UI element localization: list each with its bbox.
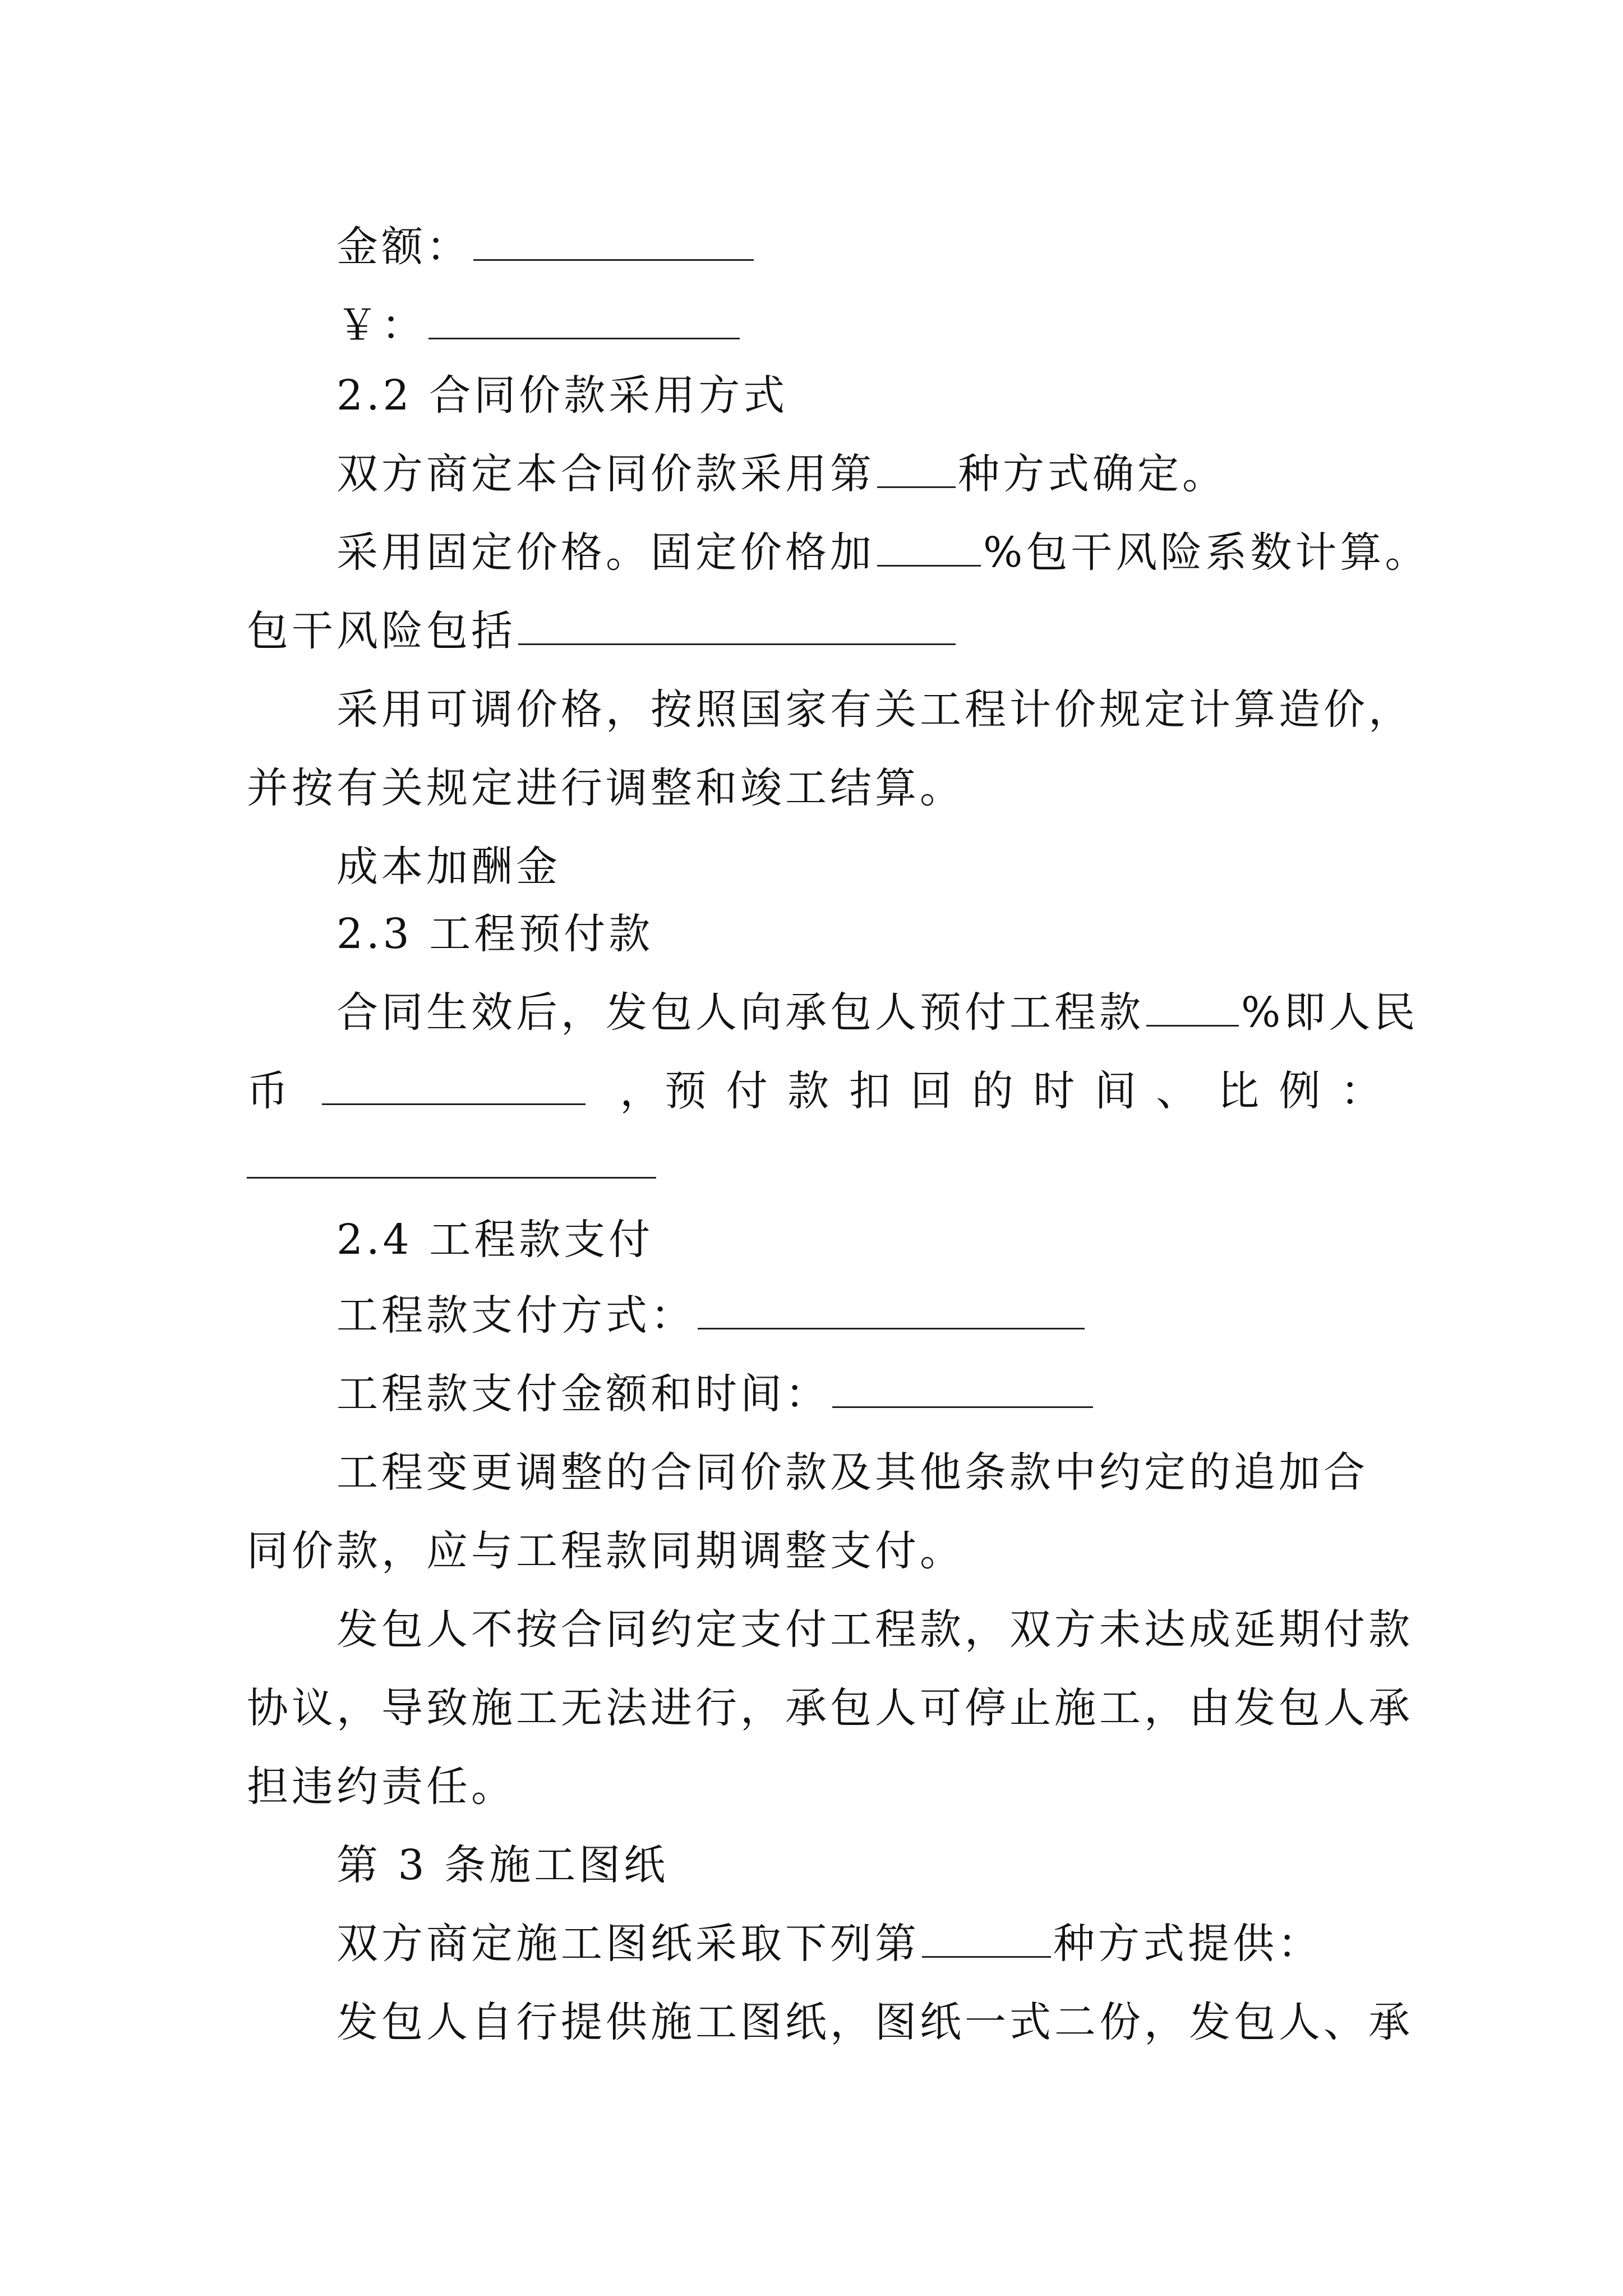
default-line-2: 协议，导致施工无法进行，承包人可停止施工，由发包人承 [247, 1684, 1413, 1732]
advance-text-b: %即人民 [1241, 988, 1419, 1037]
fixed-price-text-a: 采用固定价格。固定价格加 [336, 528, 875, 577]
pay-amount-blank [832, 1372, 1093, 1408]
risk-include-blank [518, 609, 956, 645]
default-line-1: 发包人不按合同约定支付工程款，双方未达成延期付款 [336, 1605, 1413, 1654]
adjustable-line-1: 采用可调价格，按照国家有关工程计价规定计算造价， [336, 685, 1413, 734]
advance-text-d: ，预 付 款 扣 回 的 时 间 、 比 例 ： [620, 1067, 1385, 1115]
default-line-3: 担违约责任。 [247, 1763, 516, 1811]
adjustable-line-2: 并按有关规定进行调整和竣工结算。 [247, 764, 965, 812]
risk-include-line [247, 603, 958, 659]
advance-text-a: 合同生效后，发包人向承包人预付工程款 [336, 988, 1144, 1037]
article-3-title: 第 3 条施工图纸 [336, 1841, 669, 1889]
change-line-1: 工程变更调整的合同价款及其他条款中约定的追加合 [336, 1448, 1368, 1497]
advance-line-1 [336, 984, 1418, 1041]
price-method-blank [877, 452, 956, 488]
advance-percent-blank [1146, 990, 1239, 1027]
pay-method-blank [698, 1293, 1085, 1329]
advance-ratio-blank [247, 1177, 656, 1179]
drawings-last-line: 发包人自行提供施工图纸，图纸一式二份，发包人、承 [336, 1998, 1413, 2046]
advance-line-2 [247, 1063, 1385, 1119]
advance-line-2-left [247, 1063, 588, 1119]
price-method-text-a: 双方商定本合同价款采用第 [336, 450, 875, 498]
fixed-price-line [336, 524, 1430, 581]
pay-method-text: 工程款支付方式： [336, 1291, 695, 1340]
advance-text-c: 币 [247, 1067, 288, 1115]
section-2-3-title: 2.3 工程预付款 [336, 910, 654, 958]
yen-label: ￥： [336, 301, 426, 349]
fixed-price-blank [877, 530, 981, 567]
drawings-text-b: 种方式提供： [1053, 1920, 1322, 1968]
advance-amount-blank [322, 1069, 585, 1105]
cost-plus-line: 成本加酬金 [336, 843, 561, 891]
amount-label: 金额： [336, 223, 471, 271]
yen-blank [428, 303, 740, 339]
section-2-4-title: 2.4 工程款支付 [336, 1216, 654, 1264]
pay-amount-text: 工程款支付金额和时间： [336, 1370, 830, 1418]
fixed-price-text-b: %包干风险系数计算。 [983, 528, 1430, 577]
pay-amount-line [336, 1366, 1095, 1422]
drawings-blank [922, 1921, 1051, 1958]
drawings-line [336, 1916, 1322, 1972]
amount-blank [473, 224, 754, 261]
section-2-2-title: 2.2 合同价款采用方式 [336, 371, 789, 420]
amount-line [336, 219, 756, 275]
change-line-2: 同价款，应与工程款同期调整支付。 [247, 1527, 965, 1575]
drawings-text-a: 双方商定施工图纸采取下列第 [336, 1920, 920, 1968]
pay-method-line [336, 1287, 1087, 1343]
risk-include-text: 包干风险包括 [247, 607, 516, 655]
price-method-text-b: 种方式确定。 [958, 450, 1227, 498]
yen-line [336, 297, 742, 353]
price-method-line [336, 446, 1227, 502]
